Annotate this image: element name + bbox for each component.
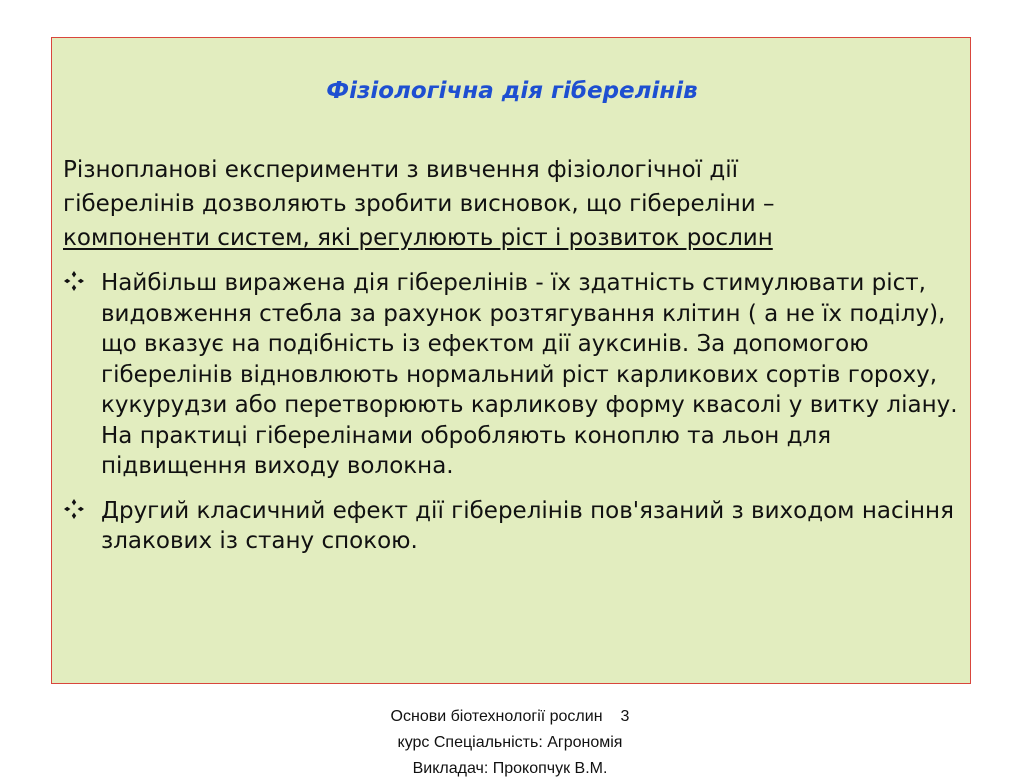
diamond-bullet-icon [63, 270, 87, 294]
intro-paragraph [63, 153, 963, 255]
bullet-text-2: Другий класичний ефект дії гіберелінів пов'язаний з виходом насіння злакових із стану спокою. [101, 497, 954, 554]
intro-line-1: Різнопланові експерименти з вивчення фізіологічної дії [63, 157, 739, 183]
slide-title: Фізіологічна дія гіберелінів [326, 78, 698, 104]
diamond-bullet-icon [63, 498, 87, 522]
bullet-item-1 [63, 268, 958, 482]
page-number: 3 [620, 708, 630, 725]
intro-underlined-line: компоненти систем, які регулюють ріст і розвиток рослин [63, 225, 773, 251]
footer-line-1 [300, 704, 720, 730]
bullet-list [63, 268, 958, 571]
footer-line-2: курс Спеціальність: Агрономія [397, 734, 623, 751]
bullet-item-2 [63, 496, 958, 557]
footer-line-3: Викладач: Прокопчук В.М. [412, 760, 608, 777]
footer-course-title: Основи біотехнології рослин [390, 708, 603, 725]
slide-footer [300, 704, 720, 782]
bullet-text-1: Найбільш виражена дія гіберелінів - їх здатність стимулювати ріст, видовження стебла за рахунок розтягування клітин ( а не їх поділу), що вказує на подібність із ефектом дії ауксинів. За допомогою гіберелінів відновлюють нормальний ріст карликових сортів гороху, кукурудзи або перетворюють карликову форму квасолі у витку ліану. На практиці гіберелінами обробляють коноплю та льон для підвищення виходу волокна. [101, 270, 958, 479]
intro-line-2: гіберелінів дозволяють зробити висновок, що гібереліни – [63, 191, 775, 217]
